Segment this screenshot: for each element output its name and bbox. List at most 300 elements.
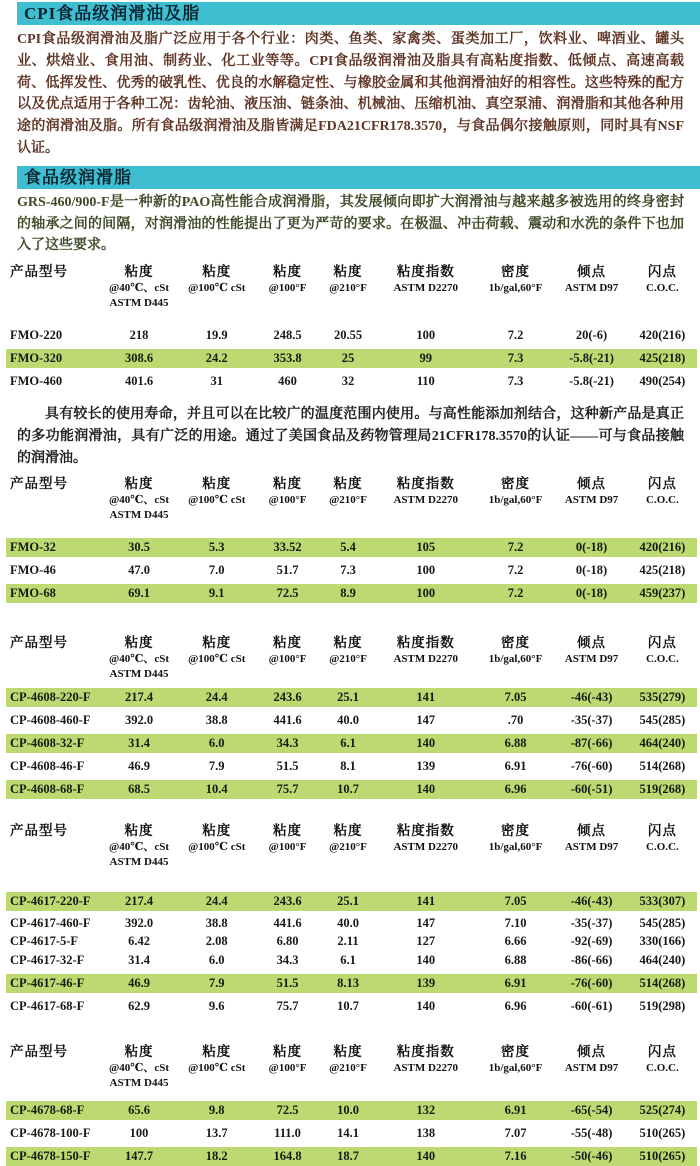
table-cell: -65(-54) bbox=[570, 1102, 613, 1117]
column-subtitle: @210°F bbox=[329, 840, 367, 853]
column-subtitle: ASTM D2270 bbox=[393, 652, 458, 665]
table-cell: 308.6 bbox=[124, 351, 154, 366]
column-subtitle: @100℃ cSt bbox=[188, 652, 246, 665]
column-header bbox=[376, 263, 476, 311]
column-subtitle: @210°F bbox=[329, 282, 367, 295]
table-cell: 164.8 bbox=[273, 1148, 302, 1163]
column-title: 粘度 bbox=[202, 822, 232, 838]
table-cell: 31.4 bbox=[128, 952, 150, 967]
column-header bbox=[255, 263, 321, 311]
table-row bbox=[6, 757, 697, 776]
table-cell: 217.4 bbox=[124, 689, 154, 704]
column-title: 倾点 bbox=[577, 634, 607, 650]
table-cell: 7.07 bbox=[504, 1125, 527, 1140]
column-header bbox=[6, 263, 99, 311]
table-body bbox=[6, 326, 697, 391]
column-header bbox=[320, 822, 375, 870]
column-subtitle: @210°F bbox=[329, 1061, 367, 1074]
table-cell: 6.96 bbox=[504, 998, 527, 1013]
column-title: 闪点 bbox=[647, 634, 677, 650]
product-model: FMO-460 bbox=[10, 374, 63, 389]
column-header bbox=[99, 822, 178, 870]
column-subtitle: ASTM D445 bbox=[109, 297, 169, 310]
column-header bbox=[255, 634, 321, 682]
table-cell: 141 bbox=[416, 689, 436, 704]
product-model: CP-4617-32-F bbox=[10, 952, 85, 967]
table-cell: 20.55 bbox=[333, 328, 363, 343]
table-row bbox=[6, 1101, 697, 1120]
table-cell: 392.0 bbox=[124, 916, 154, 931]
table-cell: 243.6 bbox=[273, 893, 302, 908]
table-cell: 441.6 bbox=[273, 712, 302, 727]
product-model: CP-4617-220-F bbox=[10, 893, 91, 908]
table-cell: 7.05 bbox=[504, 689, 527, 704]
table-cell: 7.3 bbox=[340, 562, 356, 577]
column-subtitle: ASTM D97 bbox=[564, 282, 619, 295]
table-cell: 75.7 bbox=[276, 998, 299, 1013]
table-cell: 25.1 bbox=[337, 689, 359, 704]
table-cell: 460 bbox=[278, 374, 297, 389]
table-row bbox=[6, 734, 697, 753]
column-header bbox=[99, 1043, 178, 1091]
column-subtitle: @100°F bbox=[268, 493, 307, 506]
column-subtitle: 1b/gal,60°F bbox=[488, 282, 543, 295]
table-cell: 140 bbox=[416, 735, 436, 750]
column-title: 产品型号 bbox=[10, 1043, 68, 1059]
table-cell: 401.6 bbox=[124, 374, 154, 389]
table-cell: 147 bbox=[416, 712, 436, 727]
column-title: 密度 bbox=[501, 822, 531, 838]
column-subtitle: @40℃、cSt bbox=[108, 282, 170, 295]
column-subtitle: @100°F bbox=[268, 1061, 307, 1074]
column-title: 粘度指数 bbox=[396, 264, 455, 280]
table-cell: 7.05 bbox=[504, 893, 527, 908]
spec-table-cp4617 bbox=[6, 817, 697, 1016]
section-title-grease-label: 食品级润滑脂 bbox=[24, 167, 132, 187]
table-cell: 464(240) bbox=[639, 735, 686, 750]
table-row bbox=[6, 933, 697, 951]
column-title: 粘度 bbox=[333, 822, 363, 838]
table-cell: 25.1 bbox=[337, 893, 359, 908]
table-cell: 2.08 bbox=[205, 934, 228, 949]
table-cell: 217.4 bbox=[124, 893, 154, 908]
table-cell: 0(-18) bbox=[575, 562, 608, 577]
column-header bbox=[99, 634, 178, 682]
intro-paragraph-grease: GRS-460/900-F是一种新的PAO高性能合成润滑脂，其发展倾向即扩大润滑油与越来越多被选用的终身密封的轴承之间的间隔，对润滑油的性能提出了更为严苛的要求。在极温、冲击荷载、震动和水洗的条件下也加入了这些要求。 bbox=[17, 194, 684, 254]
table-cell: 46.9 bbox=[128, 758, 150, 773]
column-header bbox=[99, 475, 178, 523]
column-header bbox=[179, 475, 255, 523]
column-title: 产品型号 bbox=[10, 264, 68, 280]
table-cell: 525(274) bbox=[639, 1102, 686, 1117]
column-subtitle: ASTM D97 bbox=[564, 840, 619, 853]
table-cell: 6.1 bbox=[340, 735, 356, 750]
table-cell: 218 bbox=[129, 328, 149, 343]
column-header bbox=[179, 822, 255, 870]
column-title: 粘度 bbox=[273, 264, 303, 280]
column-title: 粘度 bbox=[333, 264, 363, 280]
table-row bbox=[6, 780, 697, 799]
table-cell: 139 bbox=[416, 975, 436, 990]
column-subtitle: ASTM D2270 bbox=[393, 282, 458, 295]
table-cell: 38.8 bbox=[205, 916, 228, 931]
table-cell: 9.8 bbox=[208, 1102, 225, 1117]
table-cell: -46(-43) bbox=[570, 893, 613, 908]
product-model: FMO-220 bbox=[10, 328, 63, 343]
column-header bbox=[320, 634, 375, 682]
column-header bbox=[99, 263, 178, 311]
column-header bbox=[628, 475, 697, 523]
column-title: 密度 bbox=[501, 634, 531, 650]
column-subtitle: ASTM D2270 bbox=[393, 493, 458, 506]
table-cell: 514(268) bbox=[639, 975, 686, 990]
table-cell: 139 bbox=[416, 758, 436, 773]
table-cell: 6.0 bbox=[208, 952, 225, 967]
column-title: 粘度指数 bbox=[396, 634, 455, 650]
section-title-grease bbox=[17, 166, 700, 189]
table-cell: 110 bbox=[416, 374, 435, 389]
table-row bbox=[6, 584, 697, 603]
table-cell: 5.4 bbox=[340, 539, 356, 554]
column-header bbox=[320, 263, 375, 311]
column-header bbox=[555, 475, 628, 523]
column-title: 闪点 bbox=[647, 264, 677, 280]
column-title: 闪点 bbox=[647, 822, 677, 838]
table-row bbox=[6, 974, 697, 993]
table-cell: 127 bbox=[416, 934, 436, 949]
column-header bbox=[376, 822, 476, 870]
table-cell: 24.4 bbox=[205, 893, 228, 908]
table-cell: 533(307) bbox=[639, 893, 686, 908]
column-subtitle: @100℃ cSt bbox=[188, 493, 246, 506]
column-title: 粘度 bbox=[333, 1043, 363, 1059]
column-title: 密度 bbox=[501, 475, 531, 491]
table-cell: 140 bbox=[416, 781, 436, 796]
column-header bbox=[628, 263, 697, 311]
table-cell: 545(285) bbox=[639, 916, 686, 931]
column-title: 粘度 bbox=[273, 475, 303, 491]
column-subtitle: @210°F bbox=[329, 493, 367, 506]
table-cell: 7.2 bbox=[507, 539, 524, 554]
table-cell: -87(-66) bbox=[570, 735, 613, 750]
table-cell: 147 bbox=[416, 916, 436, 931]
table-cell: -92(-69) bbox=[570, 934, 613, 949]
table-cell: 248.5 bbox=[273, 328, 302, 343]
column-header bbox=[6, 1043, 99, 1091]
table-cell: 20(-6) bbox=[575, 328, 608, 343]
column-header bbox=[628, 822, 697, 870]
column-title: 粘度 bbox=[202, 475, 232, 491]
column-subtitle: @100°F bbox=[268, 840, 307, 853]
column-title: 粘度 bbox=[124, 475, 154, 491]
column-subtitle: 1b/gal,60°F bbox=[488, 652, 543, 665]
column-subtitle: @100℃ cSt bbox=[188, 282, 246, 295]
column-header bbox=[179, 263, 255, 311]
column-subtitle: 1b/gal,60°F bbox=[488, 840, 543, 853]
table-cell: 38.8 bbox=[205, 712, 228, 727]
column-title: 倾点 bbox=[577, 475, 607, 491]
table-cell: 140 bbox=[416, 1148, 436, 1163]
column-title: 粘度 bbox=[202, 634, 232, 650]
table-cell: 490(254) bbox=[639, 374, 686, 389]
table-cell: 34.3 bbox=[276, 952, 299, 967]
column-title: 倾点 bbox=[577, 1043, 607, 1059]
table-cell: 243.6 bbox=[273, 689, 302, 704]
table-body bbox=[6, 688, 697, 799]
table-cell: 6.66 bbox=[504, 934, 527, 949]
table-cell: 7.3 bbox=[507, 374, 524, 389]
table-cell: 140 bbox=[416, 998, 436, 1013]
table-cell: 100 bbox=[129, 1125, 149, 1140]
table-cell: 519(268) bbox=[639, 781, 686, 796]
spec-table-fmo-heavy bbox=[6, 258, 697, 391]
spec-table-cp4678 bbox=[6, 1038, 697, 1166]
product-model: CP-4617-68-F bbox=[10, 998, 85, 1013]
table-cell: -76(-60) bbox=[570, 758, 613, 773]
table-header-row bbox=[6, 470, 697, 523]
column-subtitle: @40℃、cSt bbox=[108, 840, 170, 853]
table-cell: 7.10 bbox=[504, 916, 527, 931]
table-row bbox=[6, 326, 697, 345]
table-cell: 8.9 bbox=[340, 585, 356, 600]
column-subtitle: @100℃ cSt bbox=[188, 840, 246, 853]
table-cell: 2.11 bbox=[337, 934, 359, 949]
column-title: 粘度 bbox=[273, 822, 303, 838]
table-row bbox=[6, 561, 697, 580]
table-cell: 7.2 bbox=[507, 585, 524, 600]
table-row bbox=[6, 688, 697, 707]
column-header bbox=[376, 634, 476, 682]
column-title: 粘度 bbox=[202, 264, 232, 280]
table-row bbox=[6, 1147, 697, 1166]
column-subtitle: @40℃、cSt bbox=[108, 652, 170, 665]
column-subtitle: C.O.C. bbox=[646, 1061, 679, 1074]
column-header bbox=[476, 634, 555, 682]
table-cell: 10.4 bbox=[205, 781, 228, 796]
column-title: 闪点 bbox=[647, 475, 677, 491]
table-cell: 464(240) bbox=[639, 952, 686, 967]
column-header bbox=[555, 1043, 628, 1091]
table-cell: 105 bbox=[416, 539, 436, 554]
product-model: CP-4608-68-F bbox=[10, 781, 85, 796]
table-cell: 8.13 bbox=[337, 975, 359, 990]
column-subtitle: ASTM D97 bbox=[564, 652, 619, 665]
product-model: FMO-320 bbox=[10, 351, 63, 366]
table-cell: 7.0 bbox=[208, 562, 225, 577]
table-cell: 6.80 bbox=[276, 934, 299, 949]
table-cell: 62.9 bbox=[128, 998, 150, 1013]
table-cell: 72.5 bbox=[276, 585, 299, 600]
column-subtitle: C.O.C. bbox=[646, 282, 679, 295]
table-cell: 141 bbox=[416, 893, 436, 908]
table-row bbox=[6, 997, 697, 1016]
table-cell: 6.91 bbox=[504, 975, 527, 990]
column-subtitle: 1b/gal,60°F bbox=[488, 493, 543, 506]
table-cell: 7.2 bbox=[507, 328, 524, 343]
column-title: 粘度 bbox=[124, 1043, 154, 1059]
column-subtitle: @100℃ cSt bbox=[188, 1061, 246, 1074]
table-cell: -50(-46) bbox=[570, 1148, 613, 1163]
column-header bbox=[6, 822, 99, 870]
column-header bbox=[6, 634, 99, 682]
table-body bbox=[6, 538, 697, 603]
table-cell: 420(216) bbox=[639, 539, 686, 554]
table-body bbox=[6, 1101, 697, 1166]
table-cell: -46(-43) bbox=[570, 689, 613, 704]
table-cell: -35(-37) bbox=[570, 712, 613, 727]
table-cell: 40.0 bbox=[337, 916, 359, 931]
table-cell: 25 bbox=[341, 351, 355, 366]
table-cell: 40.0 bbox=[337, 712, 359, 727]
intro-paragraph-oils: CPI食品级润滑油及脂广泛应用于各个行业：肉类、鱼类、家禽类、蛋类加工厂，饮料业、啤酒业、罐头业、烘焙业、食用油、制药业、化工业等等。CPI食品级润滑油及脂具有高粘度指数、低倾点、高速高载荷、低挥发性、优秀的破乳性、优良的水解稳定性、与橡胶金属和其他润滑油好的相容性。这些特殊的配方以及优点适用于各种工况：齿轮油、液压油、链条油、机械油、压缩机油、真空泵浦、润滑脂和其他各种用途的润滑油及脂。所有食品级润滑油及脂皆满足FDA21CFR178.3570，与食品偶尔接触原则，同时具有NSF认证。 bbox=[17, 32, 684, 156]
table-header-row bbox=[6, 629, 697, 682]
section-title-oils-label: CPI食品级润滑油及脂 bbox=[24, 4, 201, 23]
table-cell: 514(268) bbox=[639, 758, 686, 773]
table-cell: 147.7 bbox=[124, 1148, 154, 1163]
table-cell: 10.7 bbox=[337, 998, 359, 1013]
table-cell: 65.6 bbox=[128, 1102, 150, 1117]
table-row bbox=[6, 1124, 697, 1143]
table-cell: 425(218) bbox=[639, 351, 686, 366]
column-header bbox=[179, 1043, 255, 1091]
table-header-row bbox=[6, 1038, 697, 1091]
table-cell: 14.1 bbox=[337, 1125, 359, 1140]
table-row bbox=[6, 892, 697, 911]
column-title: 闪点 bbox=[647, 1043, 677, 1059]
column-title: 产品型号 bbox=[10, 822, 68, 838]
column-title: 粘度 bbox=[333, 634, 363, 650]
table-cell: 51.5 bbox=[276, 758, 299, 773]
table-cell: 30.5 bbox=[128, 539, 150, 554]
table-cell: 459(237) bbox=[639, 585, 686, 600]
column-subtitle: C.O.C. bbox=[646, 493, 679, 506]
table-cell: .70 bbox=[507, 712, 524, 727]
column-subtitle: ASTM D2270 bbox=[393, 840, 458, 853]
table-cell: -5.8(-21) bbox=[569, 374, 614, 389]
column-header bbox=[6, 475, 99, 523]
column-title: 产品型号 bbox=[10, 475, 68, 491]
table-cell: 99 bbox=[419, 351, 432, 366]
table-cell: 18.7 bbox=[337, 1148, 359, 1163]
column-subtitle: ASTM D445 bbox=[109, 508, 169, 521]
column-header bbox=[255, 822, 321, 870]
table-cell: 19.9 bbox=[205, 328, 228, 343]
column-header bbox=[476, 475, 555, 523]
table-cell: 6.96 bbox=[504, 781, 527, 796]
column-header bbox=[376, 475, 476, 523]
table-cell: -60(-51) bbox=[570, 781, 613, 796]
table-cell: 51.5 bbox=[276, 975, 299, 990]
column-title: 粘度 bbox=[124, 264, 154, 280]
table-cell: 7.16 bbox=[504, 1148, 527, 1163]
table-cell: 24.4 bbox=[205, 689, 228, 704]
table-cell: 9.1 bbox=[208, 585, 225, 600]
table-cell: -55(-48) bbox=[570, 1125, 613, 1140]
product-model: CP-4678-150-F bbox=[10, 1148, 91, 1163]
table-cell: 6.91 bbox=[504, 758, 527, 773]
column-title: 粘度 bbox=[124, 634, 154, 650]
column-title: 粘度 bbox=[124, 822, 154, 838]
column-subtitle: ASTM D445 bbox=[109, 855, 169, 868]
table-row bbox=[6, 951, 697, 970]
column-subtitle: 1b/gal,60°F bbox=[488, 1061, 543, 1074]
column-subtitle: @100°F bbox=[268, 282, 307, 295]
table-cell: 46.9 bbox=[128, 975, 150, 990]
table-cell: 6.88 bbox=[504, 952, 527, 967]
column-header bbox=[476, 263, 555, 311]
table-cell: 7.9 bbox=[208, 758, 225, 773]
table-cell: 535(279) bbox=[639, 689, 686, 704]
table-header-row bbox=[6, 817, 697, 870]
table-cell: 392.0 bbox=[124, 712, 154, 727]
table-cell: 545(285) bbox=[639, 712, 686, 727]
table-cell: 425(218) bbox=[639, 562, 686, 577]
note-paragraph: 具有较长的使用寿命，并且可以在比较广的温度范围内使用。与高性能添加剂结合，这种新产品是真正的多功能润滑油，具有广泛的用途。通过了美国食品及药物管理局21CFR178.3570的认证——可与食品接触的润滑油。 bbox=[17, 407, 684, 466]
table-cell: 6.0 bbox=[208, 735, 225, 750]
column-title: 粘度 bbox=[333, 475, 363, 491]
product-model: CP-4678-100-F bbox=[10, 1125, 91, 1140]
table-cell: 100 bbox=[416, 585, 436, 600]
table-cell: -60(-61) bbox=[570, 998, 613, 1013]
column-header bbox=[555, 263, 628, 311]
table-cell: 13.7 bbox=[205, 1125, 228, 1140]
table-cell: 353.8 bbox=[273, 351, 302, 366]
column-header bbox=[320, 475, 375, 523]
table-cell: 140 bbox=[416, 952, 436, 967]
table-cell: 7.9 bbox=[208, 975, 225, 990]
table-cell: 10.7 bbox=[337, 781, 359, 796]
column-subtitle: ASTM D97 bbox=[564, 1061, 619, 1074]
table-cell: 34.3 bbox=[276, 735, 299, 750]
table-cell: -5.8(-21) bbox=[569, 351, 614, 366]
table-cell: 31.4 bbox=[128, 735, 150, 750]
column-subtitle: @100°F bbox=[268, 652, 307, 665]
column-header bbox=[628, 634, 697, 682]
table-cell: 0(-18) bbox=[575, 585, 608, 600]
column-header bbox=[476, 822, 555, 870]
product-model: FMO-68 bbox=[10, 585, 56, 600]
column-subtitle: C.O.C. bbox=[646, 652, 679, 665]
table-row bbox=[6, 711, 697, 730]
table-cell: -35(-37) bbox=[570, 916, 613, 931]
product-model: CP-4608-460-F bbox=[10, 712, 91, 727]
column-subtitle: @40℃、cSt bbox=[108, 1061, 170, 1074]
product-model: FMO-46 bbox=[10, 562, 56, 577]
table-cell: 441.6 bbox=[273, 916, 302, 931]
table-cell: -86(-66) bbox=[570, 952, 613, 967]
column-header bbox=[476, 1043, 555, 1091]
table-cell: 10.0 bbox=[337, 1102, 359, 1117]
product-model: CP-4608-32-F bbox=[10, 735, 85, 750]
column-subtitle: ASTM D2270 bbox=[393, 1061, 458, 1074]
table-cell: 51.7 bbox=[276, 562, 299, 577]
table-cell: 7.2 bbox=[507, 562, 524, 577]
table-cell: 111.0 bbox=[274, 1125, 301, 1140]
column-title: 粘度 bbox=[273, 634, 303, 650]
column-subtitle: @40℃、cSt bbox=[108, 493, 170, 506]
column-title: 倾点 bbox=[577, 822, 607, 838]
table-cell: 330(166) bbox=[639, 934, 686, 949]
table-cell: 8.1 bbox=[340, 758, 356, 773]
table-cell: 100 bbox=[416, 328, 436, 343]
column-title: 粘度指数 bbox=[396, 822, 455, 838]
product-model: CP-4608-220-F bbox=[10, 689, 91, 704]
table-cell: 47.0 bbox=[128, 562, 150, 577]
spec-table-cp4608 bbox=[6, 629, 697, 799]
column-subtitle: @210°F bbox=[329, 652, 367, 665]
column-subtitle: ASTM D445 bbox=[109, 1076, 169, 1089]
table-row bbox=[6, 349, 697, 368]
